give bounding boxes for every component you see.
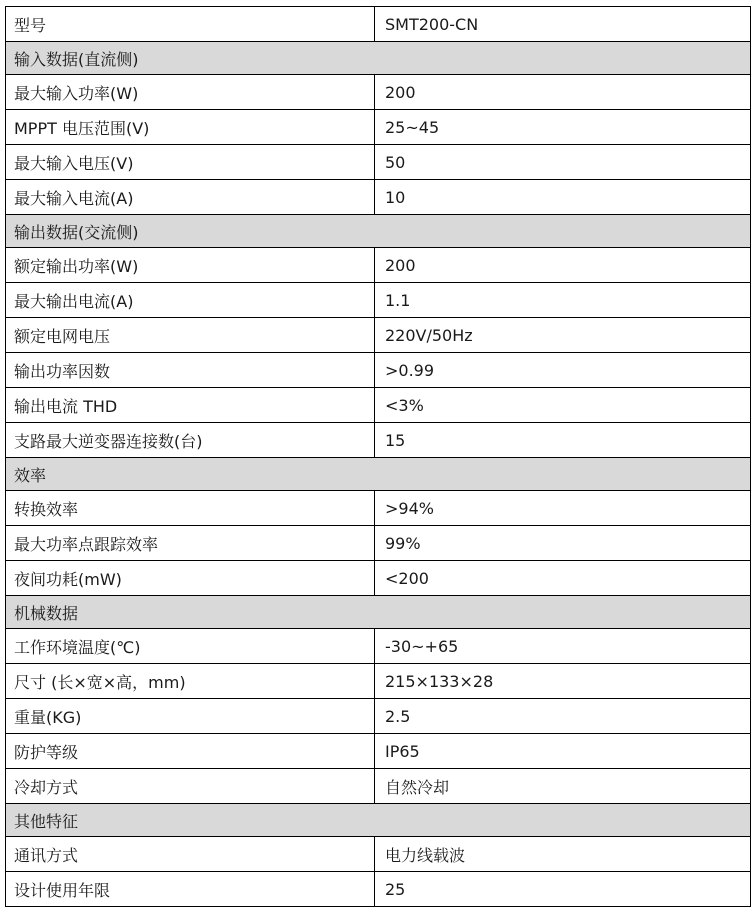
table-row (6, 180, 751, 215)
table-row (6, 283, 751, 318)
spec-value: 25 (375, 872, 751, 907)
spec-label: 最大输出电流(A) (6, 283, 375, 318)
spec-label: 最大输入功率(W) (6, 75, 375, 110)
spec-value: 200 (375, 248, 751, 283)
spec-label: 转换效率 (6, 491, 375, 526)
spec-label: 设计使用年限 (6, 872, 375, 907)
section-header: 效率 (6, 458, 751, 491)
spec-value: 50 (375, 145, 751, 180)
spec-label: 工作环境温度(℃) (6, 629, 375, 664)
spec-value: <200 (375, 561, 751, 596)
spec-value: 220V/50Hz (375, 318, 751, 353)
spec-label: 冷却方式 (6, 769, 375, 804)
section-header-row (6, 458, 751, 491)
spec-label: 输出功率因数 (6, 353, 375, 388)
table-row (6, 561, 751, 596)
spec-label: 通讯方式 (6, 837, 375, 872)
table-row (6, 145, 751, 180)
spec-value: 200 (375, 75, 751, 110)
spec-value: IP65 (375, 734, 751, 769)
table-row (6, 872, 751, 907)
spec-label: 额定电网电压 (6, 318, 375, 353)
table-row (6, 110, 751, 145)
spec-value: -30~+65 (375, 629, 751, 664)
table-row (6, 629, 751, 664)
spec-value: SMT200-CN (375, 7, 751, 42)
table-row (6, 491, 751, 526)
section-header-row (6, 596, 751, 629)
section-header: 输入数据(直流侧) (6, 42, 751, 75)
spec-value: 215×133×28 (375, 664, 751, 699)
table-row (6, 837, 751, 872)
spec-value: 自然冷却 (375, 769, 751, 804)
table-row (6, 7, 751, 42)
spec-label: 型号 (6, 7, 375, 42)
table-row (6, 318, 751, 353)
section-header-row (6, 215, 751, 248)
section-header: 输出数据(交流侧) (6, 215, 751, 248)
spec-value: 25~45 (375, 110, 751, 145)
spec-value: 99% (375, 526, 751, 561)
spec-value: 15 (375, 423, 751, 458)
spec-label: 夜间功耗(mW) (6, 561, 375, 596)
spec-label: 防护等级 (6, 734, 375, 769)
table-row (6, 664, 751, 699)
table-row (6, 699, 751, 734)
table-row (6, 734, 751, 769)
spec-label: 最大功率点跟踪效率 (6, 526, 375, 561)
spec-label: 最大输入电流(A) (6, 180, 375, 215)
spec-label: 最大输入电压(V) (6, 145, 375, 180)
table-row (6, 423, 751, 458)
spec-value: <3% (375, 388, 751, 423)
table-row (6, 769, 751, 804)
table-row (6, 388, 751, 423)
section-header-row (6, 804, 751, 837)
table-row (6, 353, 751, 388)
spec-value: >0.99 (375, 353, 751, 388)
spec-value: 10 (375, 180, 751, 215)
spec-value: 2.5 (375, 699, 751, 734)
spec-value: 电力线载波 (375, 837, 751, 872)
table-row (6, 75, 751, 110)
section-header: 其他特征 (6, 804, 751, 837)
spec-label: 尺寸 (长×宽×高，mm) (6, 664, 375, 699)
spec-label: 额定输出功率(W) (6, 248, 375, 283)
spec-label: 输出电流 THD (6, 388, 375, 423)
spec-value: 1.1 (375, 283, 751, 318)
spec-label: 重量(KG) (6, 699, 375, 734)
spec-table-body (6, 7, 751, 907)
spec-label: MPPT 电压范围(V) (6, 110, 375, 145)
spec-value: >94% (375, 491, 751, 526)
table-row (6, 248, 751, 283)
table-row (6, 526, 751, 561)
spec-table (5, 6, 751, 907)
section-header: 机械数据 (6, 596, 751, 629)
section-header-row (6, 42, 751, 75)
spec-label: 支路最大逆变器连接数(台) (6, 423, 375, 458)
